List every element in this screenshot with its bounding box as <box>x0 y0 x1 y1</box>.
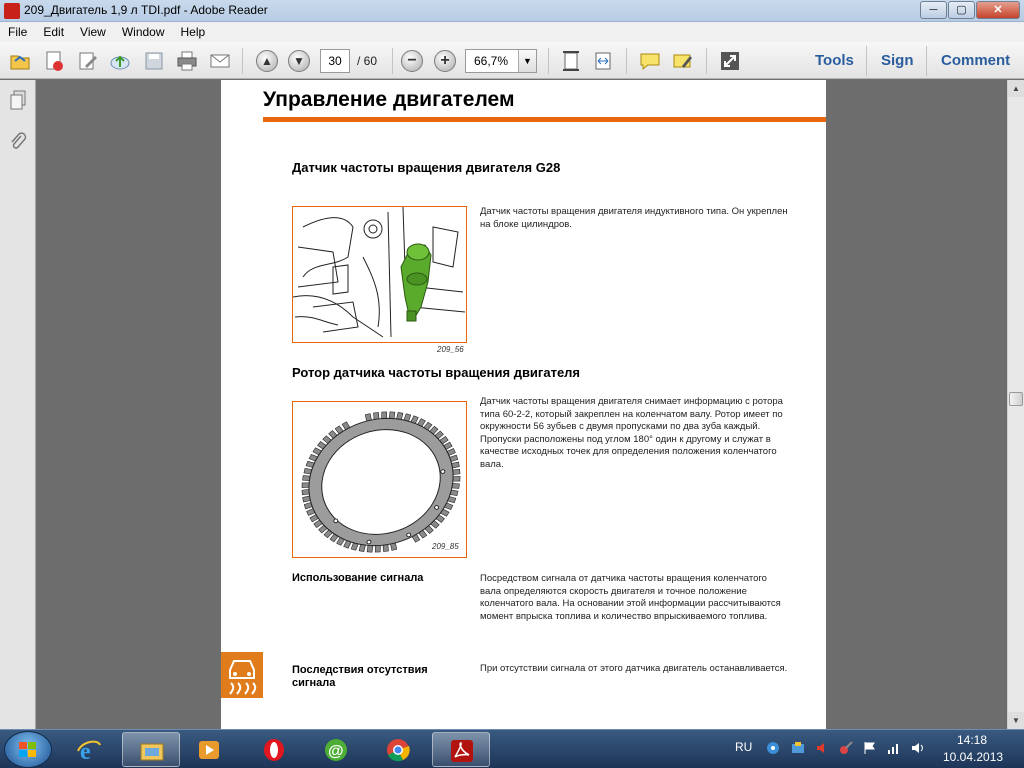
fit-width-icon[interactable] <box>592 50 614 72</box>
clock-date[interactable]: 10.04.2013 <box>943 750 1004 764</box>
create-pdf-icon[interactable] <box>43 50 65 72</box>
sensor-description: Датчик частоты вращения двигателя индуктивного типа. Он укреплен на блоке цилиндров. <box>480 206 788 230</box>
pdf-page <box>221 80 826 729</box>
signal-loss-heading: Последствия отсутствия сигнала <box>292 664 428 689</box>
figure-label: 209_85 <box>432 542 459 551</box>
full-screen-icon[interactable] <box>719 50 741 72</box>
rotor-description: Датчик частоты вращения двигателя снимает информацию с ротора типа 60-2-2, который закреплен на коленчатом валу. Ротор имеет по окружности 56 зубьев с двумя пропусками по два зуба каждый. Пропуски расположены под углом 180° один к другому и служат в качестве исходных точек для определения положения коленчатого вала. <box>480 396 783 470</box>
volume-icon[interactable] <box>911 741 925 755</box>
highlight-text-icon[interactable] <box>672 50 694 72</box>
taskbar-opera[interactable] <box>245 732 303 767</box>
start-button[interactable] <box>4 731 52 768</box>
attachments-paperclip-icon[interactable] <box>9 132 27 152</box>
taskbar-internet-explorer[interactable] <box>60 732 118 767</box>
internet-explorer-icon <box>76 737 102 763</box>
section-heading-rotor: Ротор датчика частоты вращения двигателя <box>292 365 581 380</box>
scroll-up-arrow-icon[interactable]: ▲ <box>1008 80 1024 97</box>
vertical-scrollbar[interactable] <box>1007 80 1024 729</box>
adobe-reader-icon <box>4 3 20 19</box>
scrollbar-thumb[interactable] <box>1009 392 1023 406</box>
opera-icon <box>261 737 287 763</box>
zoom-select[interactable] <box>465 49 537 73</box>
page-title: Управление двигателем <box>263 88 515 111</box>
taskbar-explorer[interactable] <box>122 732 180 767</box>
signal-use-heading: Использование сигнала <box>292 572 424 584</box>
tools-pane-button[interactable]: Tools <box>815 52 854 69</box>
rotor-illustration <box>292 401 467 558</box>
menu-bar <box>0 22 1024 42</box>
network-tray-icon[interactable] <box>766 741 780 755</box>
signal-use-text: Посредством сигнала от датчика частоты вращения коленчатого вала определяются скорость двигателя и точное положение коленчатого вала. На основании этой информации рассчитываются момент впрыска топлива и количество впрыскиваемого топлива. <box>480 573 781 622</box>
adobe-reader-icon <box>449 738 475 764</box>
network-signal-icon[interactable] <box>887 741 901 755</box>
save-icon[interactable] <box>143 50 165 72</box>
figure-label: 209_56 <box>437 345 464 354</box>
window-title: 209_Двигатель 1,9 л TDI.pdf - Adobe Reader <box>24 3 268 17</box>
fit-page-icon[interactable] <box>560 50 582 72</box>
email-icon[interactable] <box>209 50 231 72</box>
previous-page-button[interactable]: ▲ <box>256 50 278 72</box>
page-number-input[interactable]: 30 <box>320 49 350 73</box>
toolbar-separator <box>706 48 707 74</box>
open-folder-icon[interactable] <box>9 50 31 72</box>
tray-tools-icon[interactable] <box>839 741 853 755</box>
upload-cloud-icon[interactable] <box>109 50 131 72</box>
toolbar-separator <box>548 48 549 74</box>
reluctor-ring-drawing <box>293 402 467 558</box>
window-controls <box>919 1 1020 19</box>
menu-edit[interactable]: Edit <box>43 25 65 39</box>
sign-pane-button[interactable]: Sign <box>881 52 914 69</box>
zoom-value: 66,7% <box>474 54 509 68</box>
navigation-pane <box>0 80 36 729</box>
chevron-down-icon[interactable]: ▼ <box>518 50 536 72</box>
menu-window[interactable]: Window <box>121 25 165 39</box>
comment-bubble-icon[interactable] <box>639 50 661 72</box>
folder-icon <box>139 738 165 764</box>
taskbar-chrome[interactable] <box>369 732 427 767</box>
edit-document-icon[interactable] <box>77 50 99 72</box>
svg-text:@: @ <box>328 743 344 760</box>
taskbar-mail-agent[interactable] <box>307 732 365 767</box>
document-view[interactable] <box>37 80 1007 729</box>
at-sign-icon <box>323 737 349 763</box>
taskbar-media-player[interactable] <box>180 732 238 767</box>
tray-app-icon[interactable] <box>791 741 805 755</box>
minimize-button[interactable]: ─ <box>920 1 947 19</box>
next-page-button[interactable]: ▼ <box>288 50 310 72</box>
title-bar <box>0 0 1024 22</box>
toolbar-separator <box>242 48 243 74</box>
menu-help[interactable]: Help <box>180 25 206 39</box>
taskbar-adobe-reader[interactable] <box>432 732 490 767</box>
zoom-out-button[interactable]: − <box>401 50 423 72</box>
zoom-in-button[interactable]: + <box>434 50 456 72</box>
windows-logo-icon <box>19 742 37 758</box>
action-center-flag-icon[interactable] <box>863 741 877 755</box>
toolbar-separator <box>392 48 393 74</box>
comment-pane-button[interactable]: Comment <box>941 52 1011 69</box>
chrome-icon <box>385 737 411 763</box>
signal-loss-text: При отсутствии сигнала от этого датчика двигатель останавливается. <box>480 663 788 674</box>
toolbar-separator <box>866 46 867 76</box>
clock-time[interactable]: 14:18 <box>957 733 988 747</box>
page-thumbnails-icon[interactable] <box>9 90 27 110</box>
menu-file[interactable]: File <box>8 25 28 39</box>
svg-text:e: e <box>80 739 91 763</box>
page-total: / 60 <box>357 54 378 68</box>
sensor-illustration <box>292 206 467 343</box>
section-heading-sensor: Датчик частоты вращения двигателя G28 <box>292 160 561 175</box>
maximize-button[interactable]: ▢ <box>948 1 975 19</box>
language-indicator[interactable]: RU <box>735 740 753 754</box>
menu-view[interactable]: View <box>80 25 106 39</box>
speaker-alert-icon[interactable] <box>815 741 829 755</box>
warning-car-skid-icon <box>221 652 263 698</box>
print-icon[interactable] <box>176 50 198 72</box>
scroll-down-arrow-icon[interactable]: ▼ <box>1008 712 1024 729</box>
engine-sensor-drawing <box>293 207 467 343</box>
toolbar-separator <box>626 48 627 74</box>
toolbar-separator <box>926 46 927 76</box>
media-player-icon <box>196 737 222 763</box>
title-underline <box>263 117 826 122</box>
close-button[interactable]: ✕ <box>976 1 1020 19</box>
